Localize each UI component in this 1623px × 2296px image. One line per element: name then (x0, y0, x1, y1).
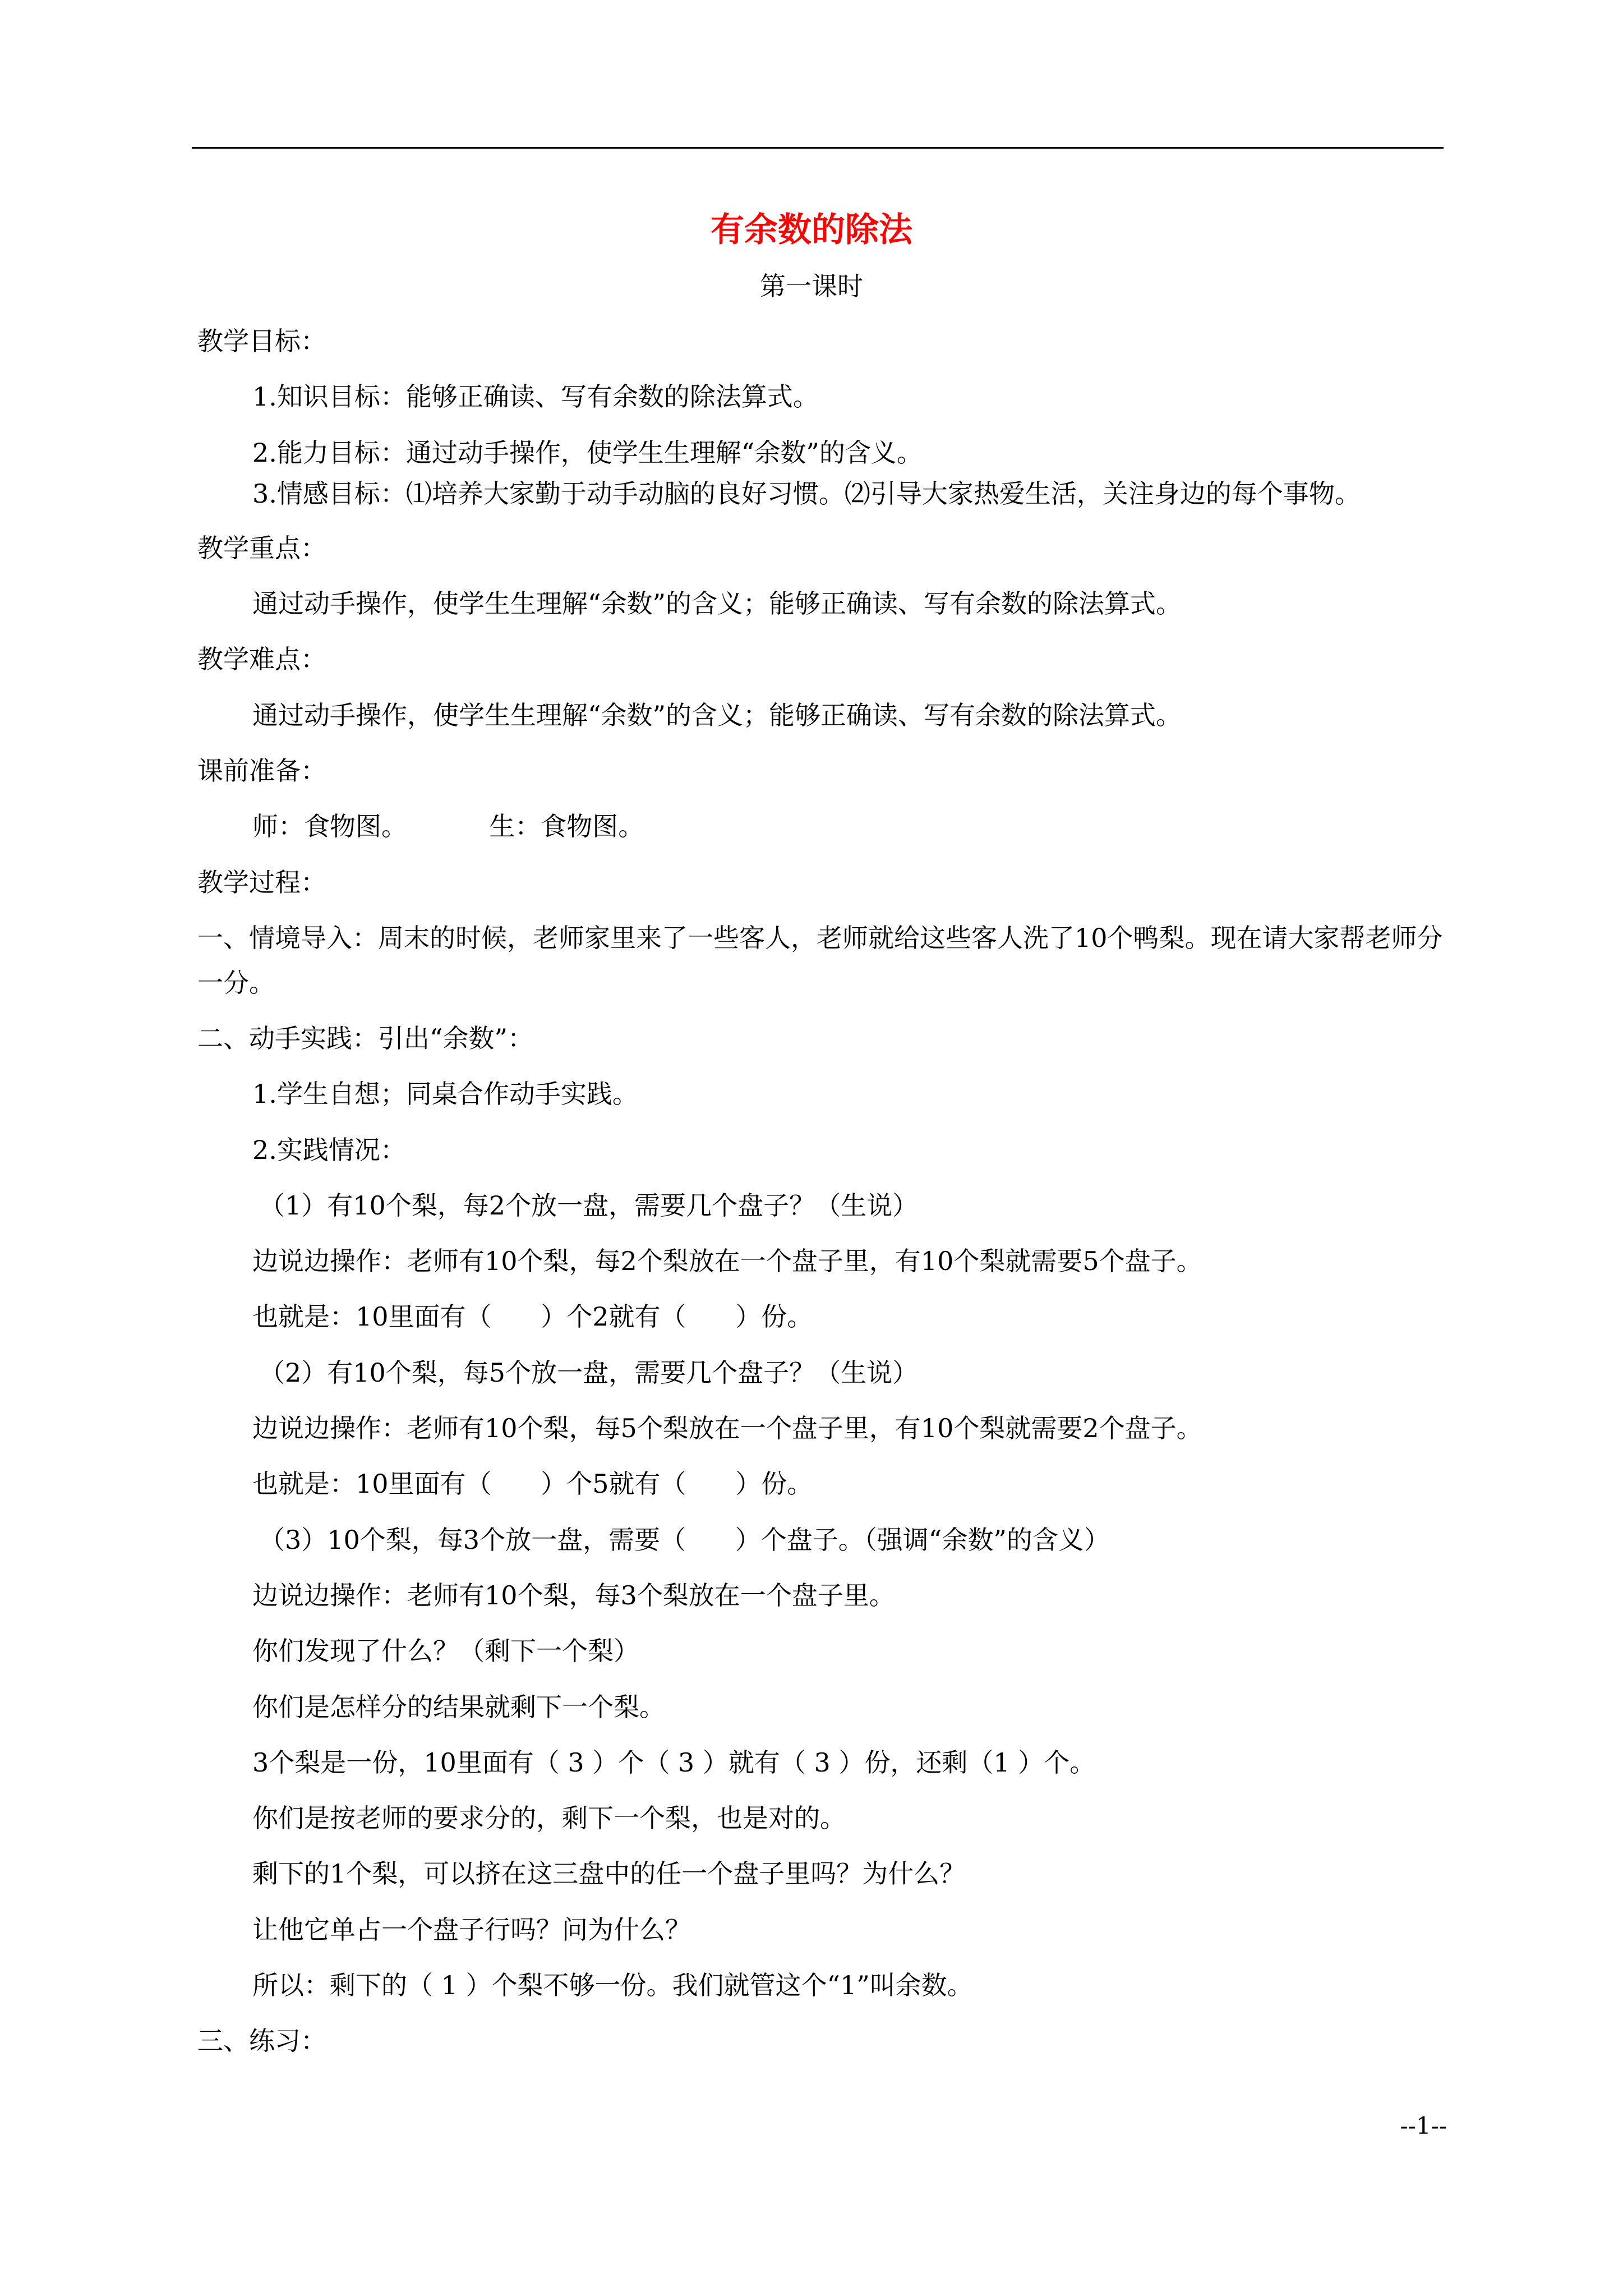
section-heading-objectives: 教学目标： (197, 326, 326, 356)
document-title: 有余数的除法 (711, 210, 912, 250)
remainder-definition: 所以：剩下的（ 1 ）个梨不够一份。我们就管这个“1”叫余数。 (252, 1970, 973, 2001)
step-1-introduction: 一、情境导入：周末的时候，老师家里来了一些客人，老师就给这些客人洗了10个鸭梨。现在请大家帮老师分一分。 (197, 922, 1443, 998)
discussion-confirmation: 你们是按老师的要求分的，剩下一个梨，也是对的。 (252, 1803, 846, 1834)
objective-knowledge: 1.知识目标：能够正确读、写有余数的除法算式。 (252, 381, 819, 412)
section-heading-preparation: 课前准备： (197, 756, 326, 786)
case-2-operation: 边说边操作：老师有10个梨，每5个梨放在一个盘子里，有10个梨就需要2个盘子。 (252, 1413, 1202, 1444)
case-3-question: （3）10个梨，每3个放一盘，需要（ ）个盘子。（强调“余数”的含义） (259, 1524, 1110, 1555)
objective-emotion: 3.情感目标：⑴培养大家勤于动手动脑的良好习惯。⑵引导大家热爱生活，关注身边的每个事物。 (252, 478, 1361, 509)
header-rule (192, 147, 1444, 149)
step-3-heading: 三、练习： (197, 2026, 326, 2056)
step-2-item-1: 1.学生自想；同桌合作动手实践。 (252, 1079, 638, 1110)
section-heading-process: 教学过程： (197, 867, 326, 898)
section-heading-difficulties: 教学难点： (197, 644, 326, 675)
case-1-fill-blank: 也就是：10里面有（ ）个2就有（ ）份。 (252, 1301, 813, 1332)
discussion-question-1: 你们发现了什么？（剩下一个梨） (252, 1636, 639, 1667)
discussion-result: 3个梨是一份，10里面有（ 3 ）个（ 3 ）就有（ 3 ）份，还剩（1 ）个。 (252, 1747, 1096, 1778)
document-body (197, 319, 1444, 2074)
objective-ability: 2.能力目标：通过动手操作，使学生生理解“余数”的含义。 (252, 437, 923, 468)
case-1-question: （1）有10个梨，每2个放一盘，需要几个盘子？（生说） (259, 1190, 919, 1221)
section-heading-key-points: 教学重点： (197, 532, 326, 563)
preparation-text: 师：食物图。 生：食物图。 (252, 811, 644, 842)
discussion-question-2: 你们是怎样分的结果就剩下一个梨。 (252, 1691, 665, 1722)
difficulties-text: 通过动手操作，使学生生理解“余数”的含义；能够正确读、写有余数的除法算式。 (252, 700, 1182, 730)
case-2-fill-blank: 也就是：10里面有（ ）个5就有（ ）份。 (252, 1469, 813, 1499)
page-number: --1-- (1400, 2112, 1447, 2139)
case-1-operation: 边说边操作：老师有10个梨，每2个梨放在一个盘子里，有10个梨就需要5个盘子。 (252, 1246, 1202, 1277)
lesson-subtitle: 第一课时 (760, 271, 863, 301)
discussion-question-3: 剩下的1个梨，可以挤在这三盘中的任一个盘子里吗？为什么？ (252, 1858, 966, 1889)
key-points-text: 通过动手操作，使学生生理解“余数”的含义；能够正确读、写有余数的除法算式。 (252, 588, 1182, 619)
discussion-question-4: 让他它单占一个盘子行吗？问为什么？ (252, 1914, 691, 1945)
case-3-operation: 边说边操作：老师有10个梨，每3个梨放在一个盘子里。 (252, 1580, 895, 1611)
case-2-question: （2）有10个梨，每5个放一盘，需要几个盘子？（生说） (259, 1357, 919, 1388)
step-2-item-2: 2.实践情况： (252, 1134, 406, 1165)
step-2-heading: 二、动手实践：引出“余数”： (197, 1023, 534, 1053)
